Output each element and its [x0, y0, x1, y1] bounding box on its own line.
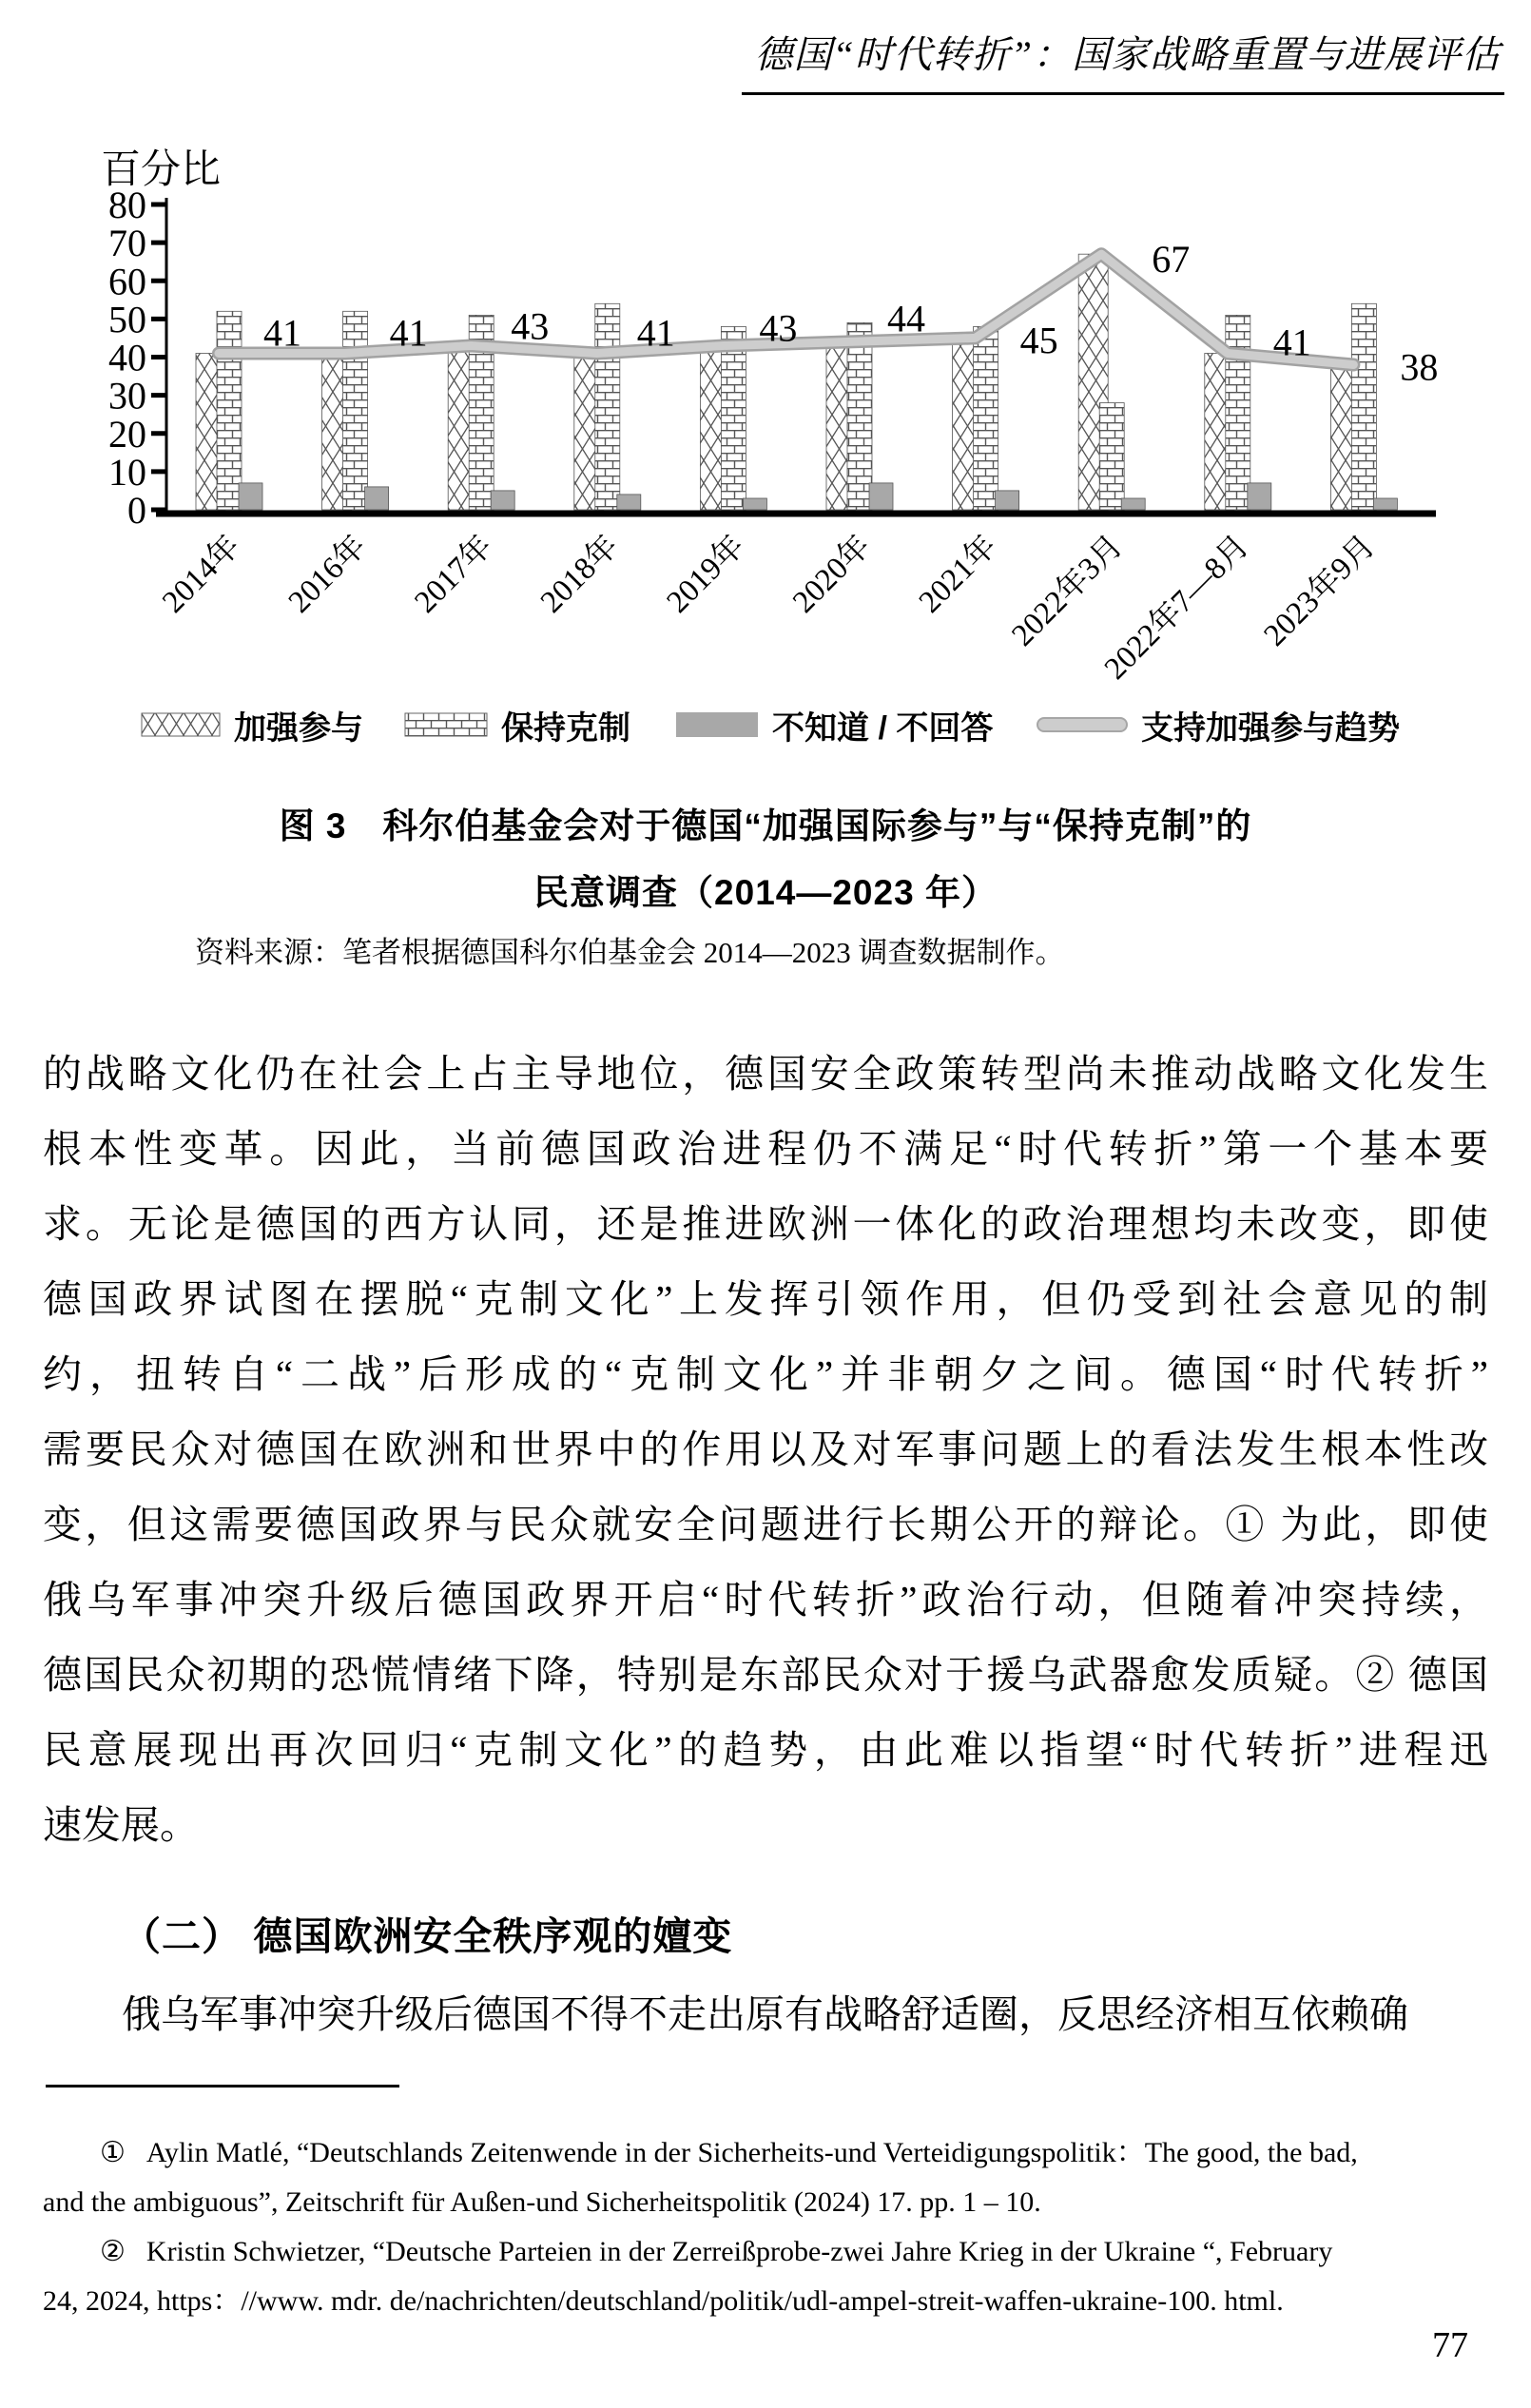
section-heading: （二） 德国欧洲安全秩序观的嬗变 [122, 1914, 733, 1958]
section-paragraph: 俄乌军事冲突升级后德国不得不走出原有战略舒适圈，反思经济相互依赖确 [122, 1992, 1408, 2036]
svg-text:2014年: 2014年 [156, 529, 247, 620]
svg-text:2018年: 2018年 [533, 529, 626, 620]
legend-label: 保持克制 [501, 709, 630, 747]
footnote-line [43, 2227, 1488, 2277]
chart-legend [0, 704, 1531, 746]
bar-dontknow [1248, 483, 1271, 510]
bar-restraint [721, 326, 746, 510]
x-tick-label [281, 528, 373, 619]
trend-line-swatch-icon [1037, 717, 1128, 732]
body-line: 约，扭转自“二战”后形成的“克制文化”并非朝夕之间。德国“时代转折” [43, 1352, 1488, 1396]
figure-caption-line2: 民意调查（2014—2023 年） [533, 873, 998, 912]
crosshatch-swatch-icon [141, 712, 221, 737]
body-line: 俄乌军事冲突升级后德国政界开启“时代转折”政治行动，但随着冲突持续， [43, 1578, 1488, 1622]
brick-swatch-icon [404, 712, 488, 737]
body-line: 的战略文化仍在社会上占主导地位，德国安全政策转型尚未推动战略文化发生 [43, 1052, 1488, 1096]
data-label: 43 [759, 306, 798, 350]
bar-restraint [595, 303, 620, 510]
y-tick-label: 10 [108, 450, 146, 494]
figure-caption-line1: 图 3 科尔伯基金会对于德国“加强国际参与”与“保持克制”的 [279, 806, 1252, 845]
footnote-line: 24, 2024, https：//www. mdr. de/nachrichten/deutschland/politik/udl-ampel-streit-waffen-ukraine-100. html. [43, 2285, 1284, 2317]
legend-item-trend [1037, 704, 1400, 746]
bar-restraint [343, 311, 368, 510]
footnote-marker: ② [100, 2236, 126, 2267]
body-line: 德国民众初期的恐慌情绪下降，特别是东部民众对于援乌武器愈发质疑。② 德国 [43, 1653, 1488, 1697]
svg-text:2022年7—8月: 2022年7—8月 [1097, 529, 1256, 687]
svg-text:2021年: 2021年 [912, 529, 1004, 620]
legend-item-strengthen [141, 704, 363, 746]
y-tick-label: 70 [108, 222, 146, 265]
y-tick-label: 40 [108, 336, 146, 379]
bar-dontknow [239, 483, 262, 510]
x-tick-label [785, 528, 877, 619]
x-tick-label [1005, 528, 1130, 652]
y-axis-title: 百分比 [101, 148, 222, 192]
figure-source-note: 资料来源：笔者根据德国科尔伯基金会 2014—2023 调查数据制作。 [195, 936, 1065, 969]
body-line: 德国政界试图在摆脱“克制文化”上发挥引领作用，但仍受到社会意见的制 [43, 1277, 1488, 1321]
bar-dontknow [1373, 498, 1397, 510]
bar-restraint [974, 326, 998, 510]
x-tick-label [1257, 528, 1382, 652]
data-label: 38 [1400, 345, 1439, 389]
bar-dontknow [869, 483, 893, 510]
footnote-marker: ① [100, 2137, 126, 2168]
bar-dontknow [491, 491, 514, 510]
svg-text:2020年: 2020年 [786, 529, 878, 620]
footnote-text: Aylin Matlé, “Deutschlands Zeitenwende in der Sicherheits-und Verteidigungspolitik：The good, the bad, [145, 2137, 1358, 2168]
footnote-text: Kristin Schwietzer, “Deutsche Parteien in der Zerreißprobe-zwei Jahre Krieg in der Ukraine “, February [145, 2236, 1333, 2267]
data-label: 41 [636, 311, 675, 355]
data-label: 41 [263, 311, 301, 355]
bar-restraint [1099, 403, 1124, 510]
data-label: 41 [1272, 320, 1311, 364]
bar-dontknow [365, 487, 389, 510]
body-line: 需要民众对德国在欧洲和世界中的作用以及对军事问题上的看法发生根本性改 [43, 1427, 1488, 1471]
x-tick-label [155, 528, 246, 619]
legend-label: 加强参与 [234, 709, 363, 747]
footnote-line: and the ambiguous”, Zeitschrift für Außen-und Sicherheitspolitik (2024) 17. pp. 1 – 10. [43, 2186, 1041, 2218]
svg-text:2016年: 2016年 [281, 529, 374, 620]
svg-text:2022年3月: 2022年3月 [1005, 529, 1130, 653]
body-line: 变，但这需要德国政界与民众就安全问题进行长期公开的辩论。① 为此，即使 [43, 1503, 1488, 1546]
x-tick-label [533, 528, 625, 619]
gray-swatch-icon [675, 711, 759, 738]
legend-label: 不知道 / 不回答 [772, 709, 994, 747]
data-label: 67 [1152, 238, 1191, 282]
body-line: 求。无论是德国的西方认同，还是推进欧洲一体化的政治理想均未改变，即使 [43, 1202, 1488, 1246]
footnotes [43, 2128, 1488, 2326]
bar-restraint [1351, 303, 1376, 510]
legend-label: 支持加强参与趋势 [1141, 709, 1400, 747]
bar-restraint [847, 322, 872, 510]
body-line: 根本性变革。因此，当前德国政治进程仍不满足“时代转折”第一个基本要 [43, 1127, 1488, 1171]
x-tick-label [912, 528, 1003, 619]
y-tick-label: 50 [108, 298, 146, 341]
data-label: 44 [887, 297, 925, 340]
footnote-line [43, 2128, 1488, 2178]
legend-item-dontknow [675, 704, 993, 746]
body-line: 速发展。 [43, 1803, 199, 1847]
y-tick-label: 20 [108, 412, 146, 456]
bar-restraint [217, 311, 242, 510]
svg-text:2017年: 2017年 [408, 529, 499, 620]
x-tick-label [408, 528, 499, 619]
page-number: 77 [1432, 2325, 1468, 2365]
svg-text:2023年9月: 2023年9月 [1257, 529, 1383, 653]
running-head: 德国“时代转折”：国家战略重置与进展评估 [742, 25, 1505, 95]
bar-dontknow [996, 491, 1019, 510]
bar-dontknow [1121, 498, 1145, 510]
y-tick-label: 0 [127, 489, 146, 532]
footnote-divider [46, 2085, 399, 2088]
data-label: 45 [1019, 319, 1058, 362]
survey-chart [76, 95, 1483, 723]
y-tick-label: 30 [108, 374, 146, 418]
data-label: 43 [511, 304, 550, 348]
x-tick-label [660, 528, 751, 619]
body-line: 民意展现出再次回归“克制文化”的趋势，由此难以指望“时代转折”进程迅 [43, 1728, 1488, 1772]
svg-text:2019年: 2019年 [660, 529, 752, 620]
data-label: 41 [389, 311, 428, 355]
bar-dontknow [743, 498, 766, 510]
y-tick-label: 60 [108, 260, 146, 303]
legend-item-restraint [404, 704, 630, 746]
body-text [43, 1037, 1488, 1863]
y-tick-label: 80 [108, 184, 146, 226]
bar-dontknow [617, 495, 641, 510]
bar-restraint [1226, 315, 1250, 510]
